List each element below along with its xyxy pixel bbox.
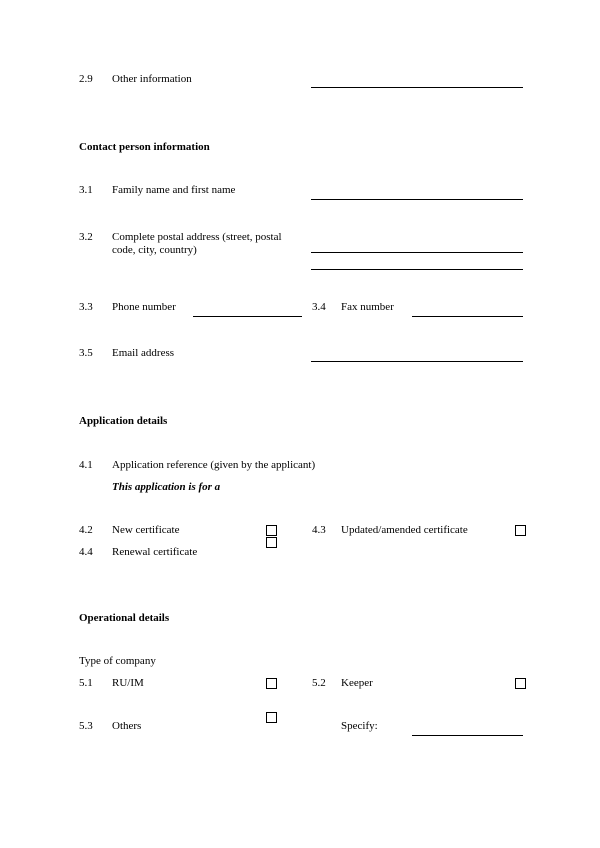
family-name-field[interactable] (311, 199, 523, 200)
updated-certificate-label: Updated/amended certificate (341, 524, 468, 536)
application-for-label: This application is for a (112, 481, 221, 493)
family-name-label: Family name and first name (112, 184, 236, 196)
item-number-4-3: 4.3 (312, 524, 326, 536)
item-number-3-3: 3.3 (79, 301, 93, 313)
new-certificate-checkbox[interactable] (266, 525, 277, 536)
keeper-checkbox[interactable] (515, 678, 526, 689)
phone-number-field[interactable] (193, 316, 302, 317)
ru-im-checkbox[interactable] (266, 678, 277, 689)
others-label: Others (112, 720, 142, 732)
fax-number-label: Fax number (341, 301, 394, 313)
email-address-label: Email address (112, 347, 175, 359)
postal-address-field-line-1[interactable] (311, 252, 523, 253)
item-number-5-3: 5.3 (79, 720, 93, 732)
operational-section-heading: Operational details (79, 612, 170, 624)
item-number-4-4: 4.4 (79, 546, 93, 558)
item-number-4-2: 4.2 (79, 524, 93, 536)
keeper-label: Keeper (341, 677, 373, 689)
new-certificate-label: New certificate (112, 524, 180, 536)
item-number-4-1: 4.1 (79, 459, 93, 471)
type-of-company-label: Type of company (79, 655, 156, 667)
updated-certificate-checkbox[interactable] (515, 525, 526, 536)
other-information-field[interactable] (311, 87, 523, 88)
postal-address-label: Complete postal address (street, postal code, city, country) (112, 231, 282, 256)
renewal-certificate-checkbox[interactable] (266, 537, 277, 548)
fax-number-field[interactable] (412, 316, 523, 317)
specify-label: Specify: (341, 720, 378, 732)
ru-im-label: RU/IM (112, 677, 144, 689)
item-number-5-1: 5.1 (79, 677, 93, 689)
email-address-field[interactable] (311, 361, 523, 362)
application-section-heading: Application details (79, 415, 168, 427)
other-information-label: Other information (112, 73, 192, 85)
item-number-3-1: 3.1 (79, 184, 93, 196)
item-number-2-9: 2.9 (79, 73, 93, 85)
specify-field[interactable] (412, 735, 523, 736)
others-checkbox[interactable] (266, 712, 277, 723)
item-number-5-2: 5.2 (312, 677, 326, 689)
item-number-3-2: 3.2 (79, 231, 93, 243)
phone-number-label: Phone number (112, 301, 176, 313)
item-number-3-5: 3.5 (79, 347, 93, 359)
contact-section-heading: Contact person information (79, 141, 210, 153)
postal-address-field-line-2[interactable] (311, 269, 523, 270)
application-reference-label: Application reference (given by the applicant) (112, 459, 316, 471)
renewal-certificate-label: Renewal certificate (112, 546, 198, 558)
item-number-3-4: 3.4 (312, 301, 326, 313)
